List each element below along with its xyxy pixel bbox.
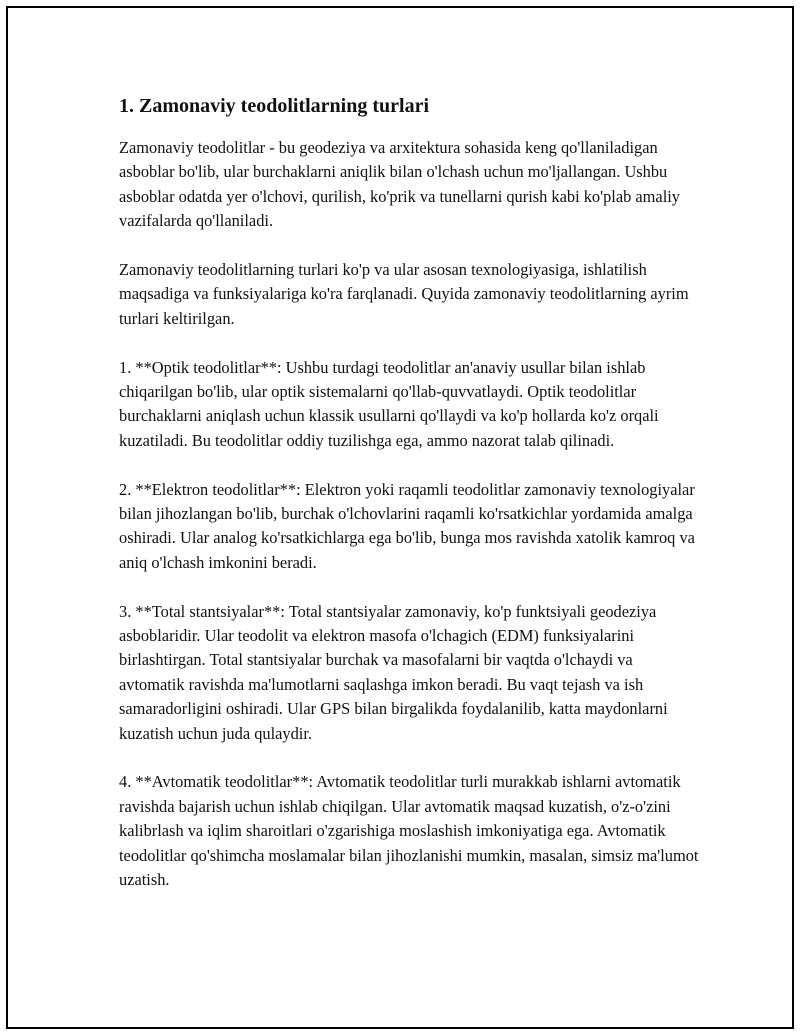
- paragraph-intro: Zamonaviy teodolitlar - bu geodeziya va arxitektura sohasida keng qo'llaniladigan asboblar bo'lib, ular burchaklarni aniqlik bilan o'lchash uchun mo'ljallangan. Ushbu asboblar odatda yer o'lchovi, qurilish, ko'prik va tunellarni qurish kabi ko'plab amaliy vazifalarda qo'llaniladi.: [119, 138, 681, 231]
- paragraph-types-overview: Zamonaviy teodolitlarning turlari ko'p va ular asosan texnologiyasiga, ishlatilish maqsadiga va funksiyalariga ko'ra farqlanadi. Quyida zamonaviy teodolitlarning ayrim turlari keltirilgan.: [119, 260, 689, 328]
- paragraph-automatic-theodolites: 4. **Avtomatik teodolitlar**: Avtomatik teodolitlar turli murakkab ishlarni avtomatik ravishda bajarish uchun ishlab chiqilgan. Ular avtomatik maqsad kuzatish, o'z-o'zini kalibrlash va iqlim sharoitlari o'zgarishiga moslashish imkoniyatiga ega. Avtomatik teodolitlar qo'shimcha moslamalar bilan jihozlanishi mumkin, masalan, simsiz ma'lumot uzatish.: [119, 772, 699, 890]
- paragraph-total-stations: 3. **Total stantsiyalar**: Total stantsiyalar zamonaviy, ko'p funktsiyali geodeziya asboblaridir. Ular teodolit va elektron masofa o'lchagich (EDM) funksiyalarini birlashtirgan. Total stantsiyalar burchak va masofalarni bir vaqtda o'lchaydi va avtomatik ravishda ma'lumotlarni saqlashga imkon beradi. Bu vaqt tejash va ish samaradorligini oshiradi. Ular GPS bilan birgalikda foydalanilib, katta maydonlarni kuzatish uchun juda qulaydir.: [119, 601, 668, 743]
- document-body: [119, 93, 699, 917]
- document-title: 1. Zamonaviy teodolitlarning turlari: [119, 95, 429, 117]
- paragraph-electronic-theodolites: 2. **Elektron teodolitlar**: Elektron yoki raqamli teodolitlar zamonaviy texnologiyalar bilan jihozlangan bo'lib, burchak o'lchovlarini raqamli ko'rsatkichlar yordamida amalga oshiradi. Ular analog ko'rsatkichlarga ega bo'lib, bunga mos ravishda xatolik kamroq va aniq o'lchash imkonini beradi.: [119, 479, 695, 572]
- page-frame: [6, 6, 794, 1029]
- paragraph-optical-theodolites: 1. **Optik teodolitlar**: Ushbu turdagi teodolitlar an'anaviy usullar bilan ishlab chiqarilgan bo'lib, ular optik sistemalarni qo'llab-quvvatlaydi. Optik teodolitlar burchaklarni aniqlash uchun klassik usullarni qo'llaydi va ko'p hollarda ko'z orqali kuzatiladi. Bu teodolitlar oddiy tuzilishga ega, ammo nazorat talab qilinadi.: [119, 357, 659, 450]
